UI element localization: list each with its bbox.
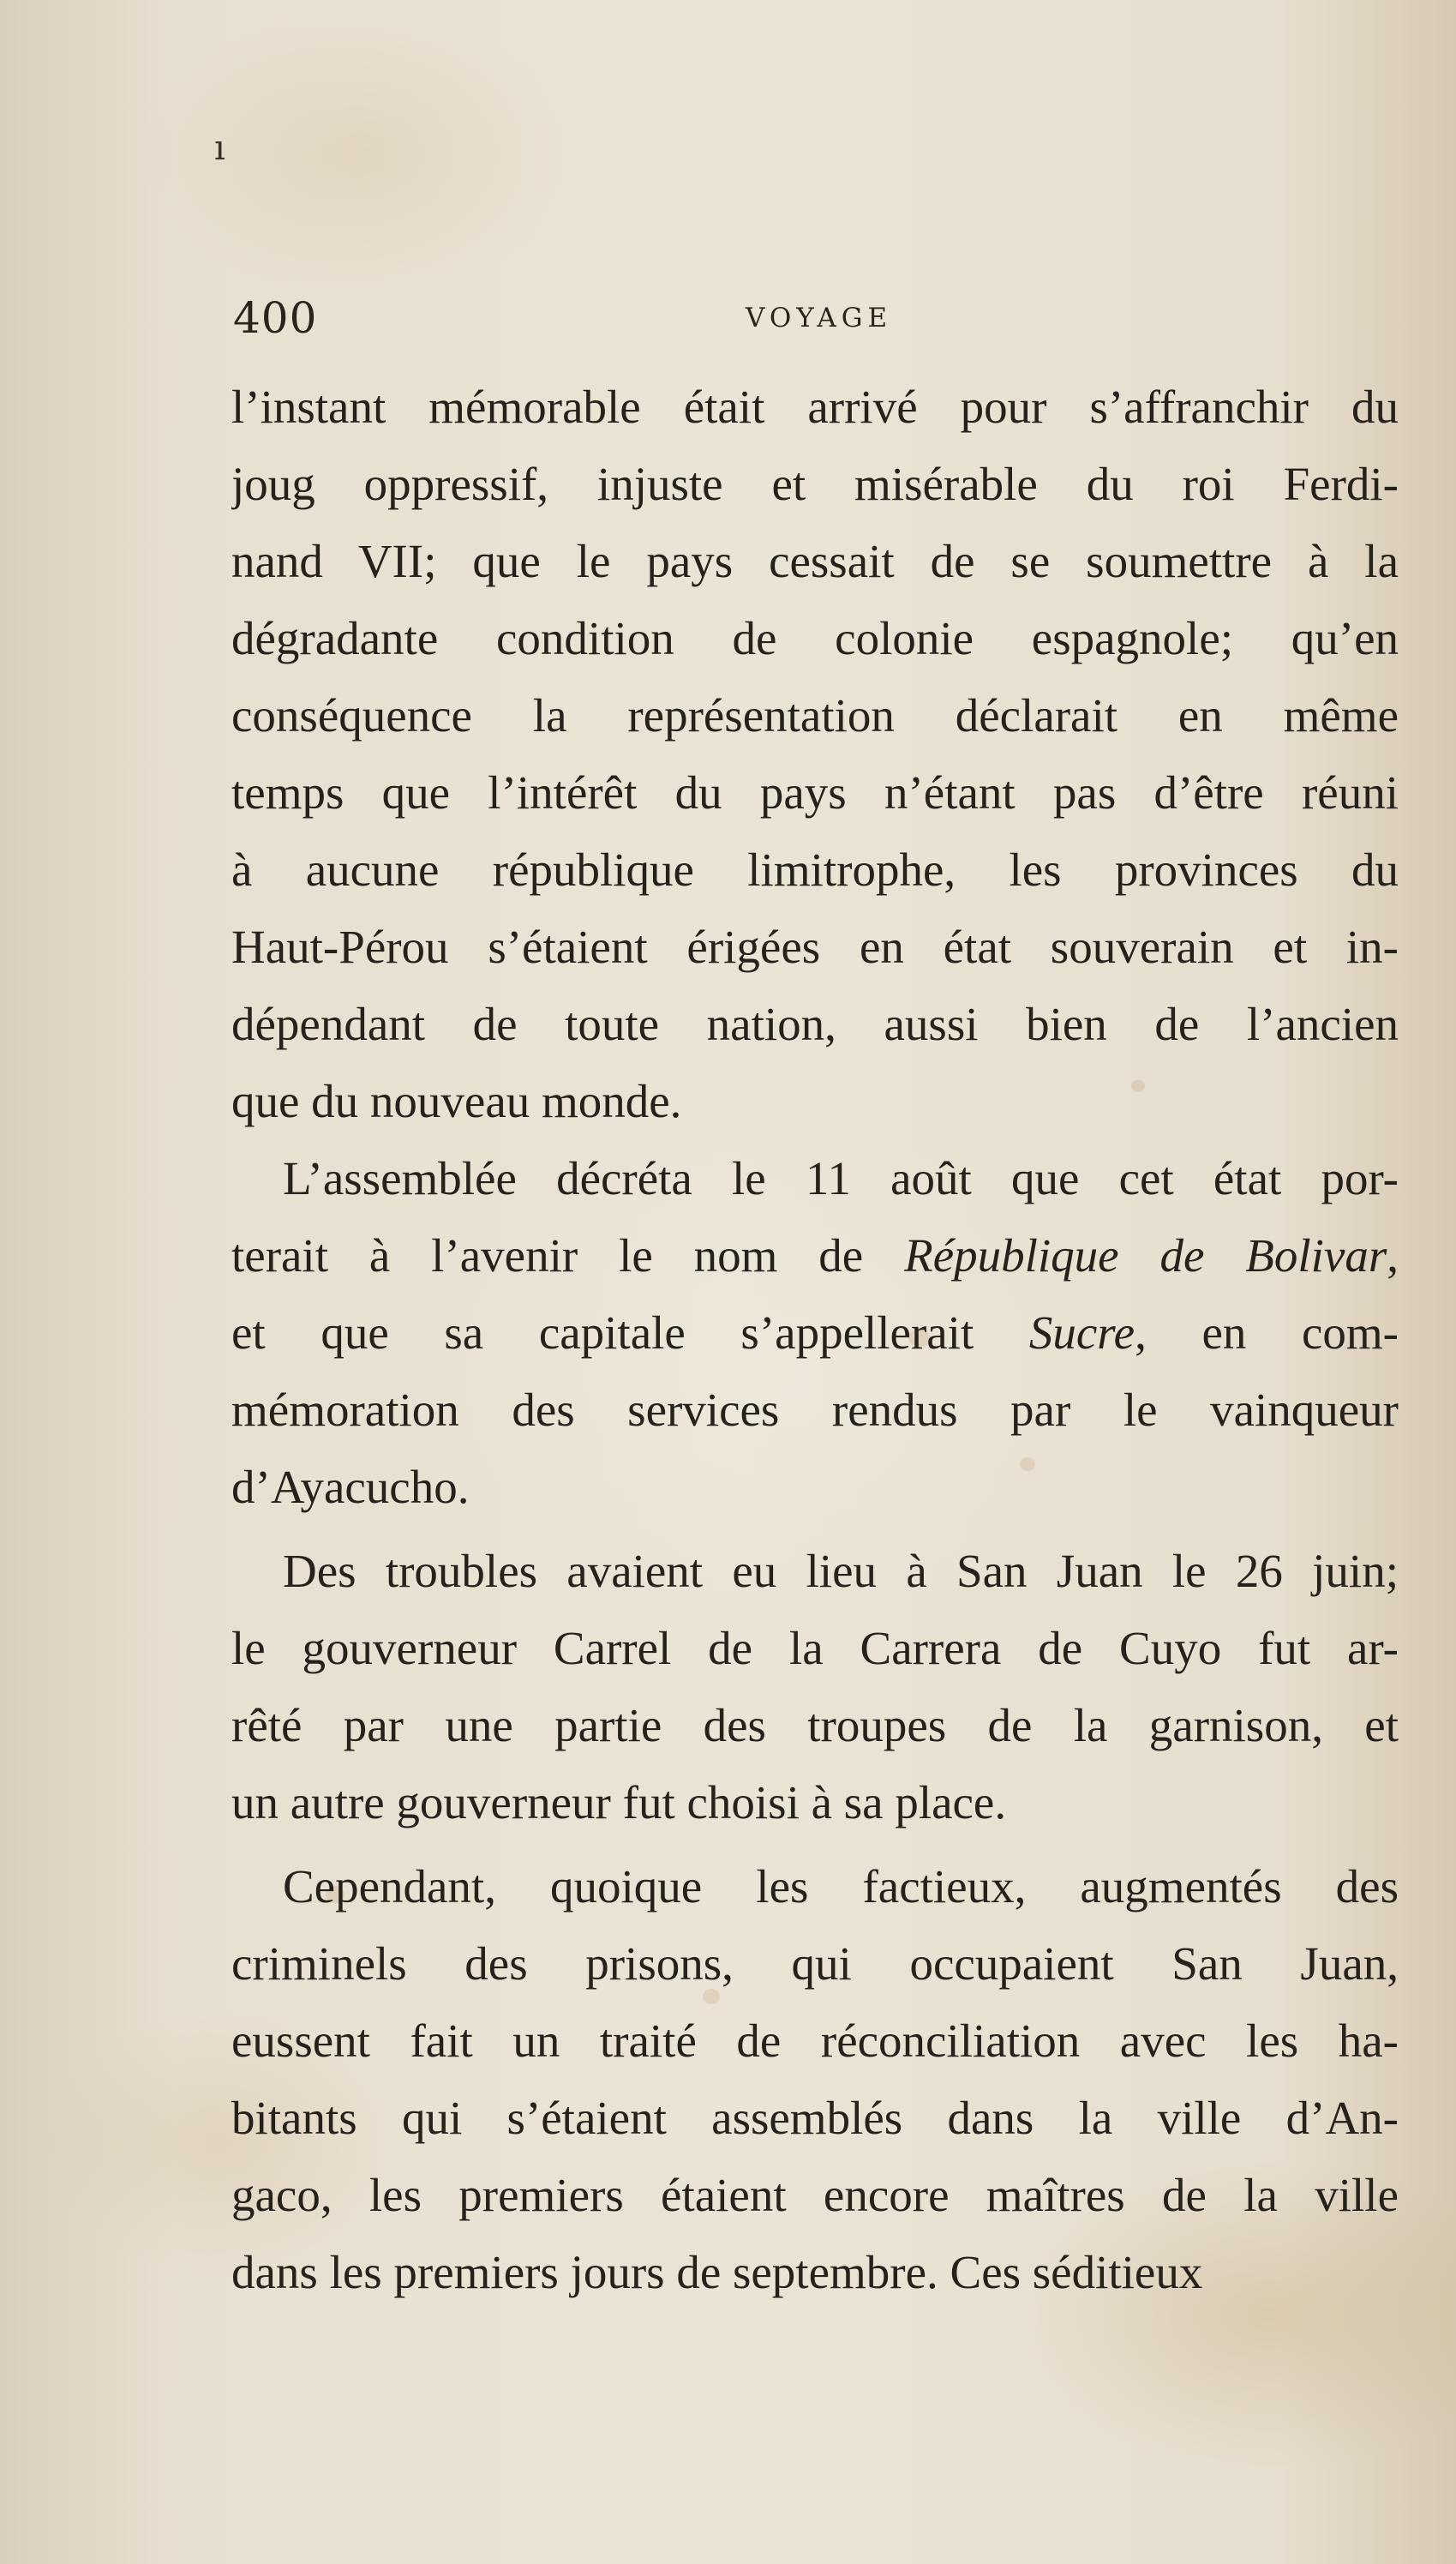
text-line: l’instant mémorable était arrivé pour s’affranchir du [231,381,1399,433]
text-line: le gouverneur Carrel de la Carrera de Cuyo fut ar- [231,1622,1399,1674]
text-line: joug oppressif, injuste et misérable du roi Ferdi- [231,458,1399,510]
text-line: L’assemblée décréta le 11 août que cet état por- [283,1152,1399,1204]
text-fragment: , en com- [1135,1306,1399,1359]
running-head: VOYAGE [746,303,893,333]
text-line: Haut-Pérou s’étaient érigées en état souverain et in- [231,921,1399,973]
text-line: dégradante condition de colonie espagnole; qu’en [231,612,1399,664]
text-line: criminels des prisons, qui occupaient San Juan, [231,1937,1399,1990]
text-line: temps que l’intérêt du pays n’étant pas d’être réuni [231,766,1399,819]
ink-mark: ı [214,129,225,168]
text-line: rêté par une partie des troupes de la garnison, et [231,1699,1399,1751]
text-line: nand VII; que le pays cessait de se soumettre à la [231,535,1399,587]
page-header [233,288,1399,348]
text-line: gaco, les premiers étaient encore maîtres de la ville [231,2169,1399,2221]
text-line: d’Ayacucho. [231,1461,470,1513]
text-line: Des troubles avaient eu lieu à San Juan le 26 juin; [283,1545,1399,1597]
text-line: mémoration des services rendus par le vainqueur [231,1384,1399,1436]
italic-text: République de Bolivar [904,1229,1387,1282]
text-fragment: terait à l’avenir le nom de [231,1229,905,1282]
page-number: 400 [233,293,318,343]
text-line: eussent fait un traité de réconciliation avec les ha- [231,2015,1399,2067]
italic-text: Sucre [1028,1306,1135,1359]
text-line: dans les premiers jours de septembre. Ces séditieux [231,2246,1203,2298]
text-line: bitants qui s’étaient assemblés dans la ville d’An- [231,2092,1399,2144]
text-line [231,1294,1399,1372]
text-line: à aucune république limitrophe, les provinces du [231,844,1399,896]
body-text [231,369,1399,2311]
text-line: un autre gouverneur fut choisi à sa place. [231,1776,1007,1828]
text-line: Cependant, quoique les factieux, augmentés des [283,1860,1399,1912]
text-line: dépendant de toute nation, aussi bien de l’ancien [231,998,1399,1050]
text-fragment: et que sa capitale s’appellerait [231,1306,1029,1359]
text-line [231,1217,1399,1294]
text-fragment: , [1387,1229,1399,1282]
text-line: que du nouveau monde. [231,1075,682,1127]
text-line: conséquence la représentation déclarait en même [231,689,1399,742]
